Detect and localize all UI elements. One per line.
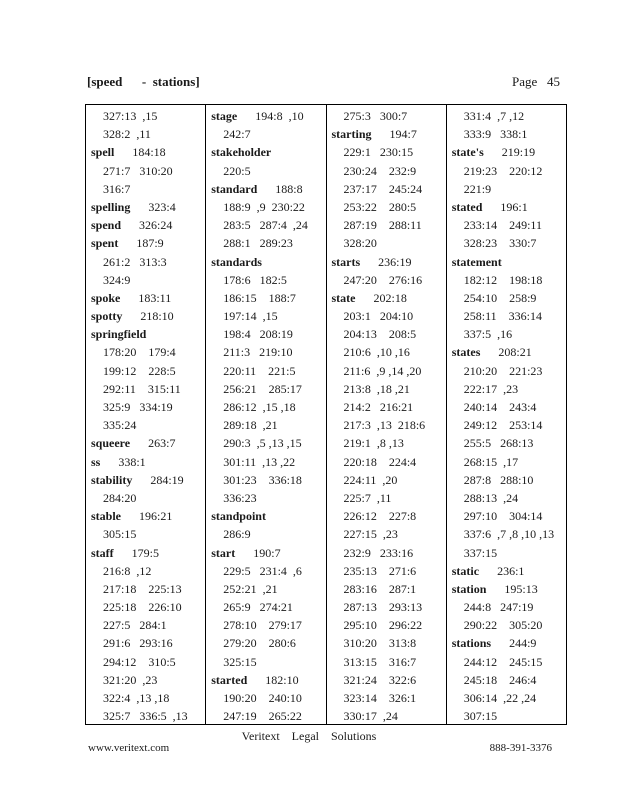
index-reference-line: 286:12 ,15 ,18 (223, 400, 296, 414)
index-reference-line: 256:21 285:17 (223, 381, 302, 396)
index-term-entry (86, 198, 205, 216)
index-term-entry (86, 143, 205, 161)
index-reference-line: 249:12 253:14 (463, 418, 543, 433)
index-reference-line: 216:8 ,12 (103, 563, 152, 578)
index-term-entry (447, 634, 566, 652)
index-reference-line: 197:14 ,15 (223, 309, 278, 324)
index-term-word: stations (451, 636, 492, 651)
index-term-entry (86, 471, 205, 489)
index-term-word: start (211, 545, 236, 560)
index-range-header: [speed - stations] (87, 74, 200, 89)
index-term-refs: 179:5 (131, 545, 160, 560)
index-reference-line: 313:15 316:7 (343, 654, 417, 669)
index-reference-line: 287:13 293:13 (343, 600, 423, 615)
index-term-entry (86, 325, 205, 343)
index-term-word: stated (451, 199, 483, 214)
footer-company: Veritext Legal Solutions (241, 729, 377, 743)
index-reference-line: 226:12 227:8 (343, 509, 417, 524)
index-term-refs: 196:1 (500, 199, 528, 214)
index-reference-line: 333:9 338:1 (463, 127, 528, 142)
index-term-word: spelling (91, 199, 131, 214)
index-term-refs: 244:9 (509, 636, 537, 651)
index-term-word: spotty (91, 309, 123, 324)
index-reference-line: 288:1 289:23 (223, 236, 293, 251)
index-reference-line: 286:9 (223, 527, 251, 542)
index-reference-line: 316:7 (103, 181, 131, 196)
index-term-entry (327, 253, 446, 271)
index-reference-line: 301:11 ,13 ,22 (223, 454, 296, 469)
index-term-entry (206, 544, 325, 562)
index-term-entry (86, 434, 205, 452)
index-term-refs: 187:9 (136, 236, 164, 251)
index-term-entry (447, 198, 566, 216)
index-term-word: spoke (91, 290, 121, 305)
index-reference-line: 220:11 221:5 (223, 363, 296, 378)
index-term-entry (86, 216, 205, 234)
index-reference-line: 330:17 ,24 (343, 709, 398, 724)
index-reference-line: 188:9 ,9 230:22 (223, 199, 305, 214)
index-term-word: stage (211, 109, 238, 123)
index-column-2 (206, 105, 326, 724)
index-term-entry (327, 289, 446, 307)
index-reference-line: 255:5 268:13 (463, 436, 534, 451)
index-reference-line: 229:5 231:4 ,6 (223, 563, 302, 578)
index-reference-line: 222:17 ,23 (463, 381, 519, 396)
index-term-word: starting (331, 127, 372, 142)
index-term-refs: 326:24 (139, 218, 173, 233)
index-reference-line: 275:3 300:7 (343, 109, 408, 123)
index-term-refs: 194:7 (389, 127, 417, 142)
index-term-entry (447, 580, 566, 598)
index-term-entry (86, 453, 205, 471)
page-label: Page (511, 74, 538, 89)
index-reference-line: 221:9 (463, 181, 492, 196)
index-column-3 (327, 105, 447, 724)
index-reference-line: 283:5 287:4 ,24 (223, 218, 308, 233)
index-term-word: ss (91, 454, 101, 469)
index-reference-line: 328:20 (343, 236, 377, 251)
index-reference-line: 325:15 (223, 654, 257, 669)
index-reference-line: 288:13 ,24 (463, 490, 519, 505)
index-reference-line: 198:4 208:19 (223, 327, 293, 342)
index-reference-line: 279:20 280:6 (223, 636, 296, 651)
index-reference-line: 287:8 288:10 (463, 472, 534, 487)
index-reference-line: 294:12 310:5 (103, 654, 176, 669)
index-reference-line: 244:12 245:15 (463, 654, 543, 669)
index-reference-line: 214:2 216:21 (343, 400, 414, 414)
index-reference-line: 268:15 ,17 (463, 454, 519, 469)
word-index-table (85, 104, 567, 725)
index-reference-line: 247:19 265:22 (223, 709, 302, 724)
index-term-entry (447, 253, 566, 271)
index-term-word: stability (91, 472, 133, 487)
index-reference-line: 261:2 313:3 (103, 254, 167, 269)
index-reference-line: 235:13 271:6 (343, 563, 417, 578)
index-reference-line: 182:12 198:18 (463, 272, 543, 287)
index-term-word: states (451, 345, 481, 360)
index-reference-line: 271:7 310:20 (103, 163, 173, 178)
index-term-word: springfield (91, 327, 147, 342)
index-reference-line: 321:20 ,23 (103, 672, 158, 687)
index-reference-line: 252:21 ,21 (223, 581, 278, 596)
index-reference-line: 245:18 246:4 (463, 672, 537, 687)
index-reference-line: 247:20 276:16 (343, 272, 423, 287)
index-term-word: standard (211, 181, 258, 196)
index-term-entry (86, 307, 205, 325)
index-reference-line: 258:11 336:14 (463, 309, 542, 324)
index-reference-line: 331:4 ,7 ,12 (463, 109, 525, 123)
index-term-entry (206, 671, 325, 689)
index-term-word: standpoint (211, 509, 266, 524)
index-term-refs: 236:19 (378, 254, 412, 269)
index-reference-line: 253:22 280:5 (343, 199, 417, 214)
index-reference-line: 240:14 243:4 (463, 400, 537, 414)
index-term-word: stakeholder (211, 145, 272, 160)
index-reference-line: 233:14 249:11 (463, 218, 542, 233)
index-term-entry (206, 107, 325, 125)
index-term-word: started (211, 672, 248, 687)
index-reference-line: 337:15 (463, 545, 498, 560)
index-term-refs: 183:11 (138, 290, 172, 305)
index-term-entry (206, 143, 325, 161)
index-column-4 (447, 105, 566, 724)
index-term-refs: 184:18 (132, 145, 166, 160)
index-reference-line: 278:10 279:17 (223, 618, 302, 633)
index-reference-line: 210:20 221:23 (463, 363, 543, 378)
index-reference-line: 291:6 293:16 (103, 636, 173, 651)
page-number-header (512, 74, 560, 90)
index-reference-line: 227:5 284:1 (103, 618, 167, 633)
index-reference-line: 230:24 232:9 (343, 163, 417, 178)
index-term-word: spend (91, 218, 122, 233)
index-term-refs: 188:8 (275, 181, 303, 196)
index-reference-line: 325:7 336:5 ,13 (103, 709, 188, 724)
index-term-refs: 338:1 (118, 454, 146, 469)
index-reference-line: 224:11 ,20 (343, 472, 398, 487)
index-term-entry (447, 562, 566, 580)
index-term-entry (86, 234, 205, 252)
index-term-refs: 195:13 (504, 581, 538, 596)
index-term-refs: 263:7 (148, 436, 176, 451)
index-reference-line: 323:14 326:1 (343, 691, 417, 705)
index-reference-line: 242:7 (223, 127, 251, 142)
index-term-word: staff (91, 545, 114, 560)
index-term-refs: 196:21 (139, 509, 173, 524)
index-reference-line: 297:10 304:14 (463, 509, 543, 524)
index-term-word: squeere (91, 436, 131, 451)
index-term-word: standards (211, 254, 262, 269)
index-reference-line: 232:9 233:16 (343, 545, 414, 560)
index-reference-line: 328:23 330:7 (463, 236, 537, 251)
index-reference-line: 190:20 240:10 (223, 691, 302, 705)
index-reference-line: 307:15 (463, 709, 498, 724)
footer-website: www.veritext.com (88, 742, 170, 754)
index-reference-line: 306:14 ,22 ,24 (463, 691, 537, 705)
index-reference-line: 337:6 ,7 ,8 ,10 ,13 (463, 527, 555, 542)
index-reference-line: 220:5 (223, 163, 251, 178)
index-reference-line: 199:12 228:5 (103, 363, 176, 378)
index-reference-line: 337:5 ,16 (463, 327, 513, 342)
index-reference-line: 237:17 245:24 (343, 181, 423, 196)
index-term-word: station (451, 581, 487, 596)
index-term-word: static (451, 563, 480, 578)
index-term-refs: 190:7 (253, 545, 281, 560)
index-term-word: state (331, 290, 356, 305)
index-term-word: starts (331, 254, 361, 269)
index-reference-line: 265:9 274:21 (223, 600, 293, 615)
index-term-refs: 323:4 (148, 199, 176, 214)
index-reference-line: 325:9 334:19 (103, 400, 173, 414)
index-reference-line: 284:20 (103, 490, 137, 505)
index-reference-line: 225:7 ,11 (343, 490, 392, 505)
index-reference-line: 321:24 322:6 (343, 672, 417, 687)
index-reference-line: 229:1 230:15 (343, 145, 414, 160)
index-term-refs: 194:8 ,10 (255, 109, 304, 123)
index-term-refs: 208:21 (498, 345, 532, 360)
index-reference-line: 335:24 (103, 418, 137, 433)
index-reference-line: 225:18 226:10 (103, 600, 182, 615)
index-reference-line: 287:19 288:11 (343, 218, 422, 233)
index-reference-line: 178:6 182:5 (223, 272, 287, 287)
index-reference-line: 305:15 (103, 527, 137, 542)
index-term-word: spent (91, 236, 119, 251)
index-reference-line: 211:6 ,9 ,14 ,20 (343, 363, 422, 378)
index-term-word: spell (91, 145, 115, 160)
index-reference-line: 217:3 ,13 218:6 (343, 418, 426, 433)
index-term-refs: 284:19 (150, 472, 184, 487)
index-reference-line: 290:22 305:20 (463, 618, 543, 633)
index-reference-line: 178:20 179:4 (103, 345, 176, 360)
index-reference-line: 290:3 ,5 ,13 ,15 (223, 436, 302, 451)
index-reference-line: 292:11 315:11 (103, 381, 181, 396)
index-reference-line: 254:10 258:9 (463, 290, 537, 305)
index-reference-line: 211:3 219:10 (223, 345, 293, 360)
index-reference-line: 244:8 247:19 (463, 600, 534, 615)
index-reference-line: 219:23 220:12 (463, 163, 543, 178)
index-term-refs: 182:10 (265, 672, 299, 687)
index-term-refs: 202:18 (373, 290, 407, 305)
index-reference-line: 310:20 313:8 (343, 636, 417, 651)
index-reference-line: 210:6 ,10 ,16 (343, 345, 410, 360)
index-term-refs: 219:19 (501, 145, 536, 160)
index-term-entry (447, 143, 566, 161)
index-reference-line: 227:15 ,23 (343, 527, 398, 542)
index-term-refs: 218:10 (140, 309, 174, 324)
index-column-1 (86, 105, 206, 724)
index-reference-line: 295:10 296:22 (343, 618, 423, 633)
index-reference-line: 301:23 336:18 (223, 472, 302, 487)
page-number: 45 (547, 74, 560, 89)
index-reference-line: 204:13 208:5 (343, 327, 417, 342)
index-reference-line: 322:4 ,13 ,18 (103, 691, 170, 705)
index-reference-line: 186:15 188:7 (223, 290, 296, 305)
index-reference-line: 219:1 ,8 ,13 (343, 436, 404, 451)
index-reference-line: 327:13 ,15 (103, 109, 158, 123)
index-term-word: statement (451, 254, 502, 269)
index-term-entry (327, 125, 446, 143)
index-reference-line: 289:18 ,21 (223, 418, 278, 433)
index-term-entry (86, 289, 205, 307)
index-term-entry (86, 507, 205, 525)
index-term-word: stable (91, 509, 121, 524)
footer-phone: 888-391-3376 (489, 742, 552, 754)
index-term-entry (206, 507, 325, 525)
index-reference-line: 213:8 ,18 ,21 (343, 381, 410, 396)
index-reference-line: 203:1 204:10 (343, 309, 414, 324)
index-reference-line: 220:18 224:4 (343, 454, 417, 469)
index-reference-line: 324:9 (103, 272, 131, 287)
index-term-entry (86, 544, 205, 562)
index-reference-line: 328:2 ,11 (103, 127, 151, 142)
index-term-word: state's (451, 145, 484, 160)
index-term-entry (206, 180, 325, 198)
index-term-entry (206, 253, 325, 271)
index-reference-line: 217:18 225:13 (103, 581, 182, 596)
index-reference-line: 336:23 (223, 490, 257, 505)
index-reference-line: 283:16 287:1 (343, 581, 417, 596)
index-term-refs: 236:1 (497, 563, 525, 578)
index-term-entry (447, 343, 566, 361)
